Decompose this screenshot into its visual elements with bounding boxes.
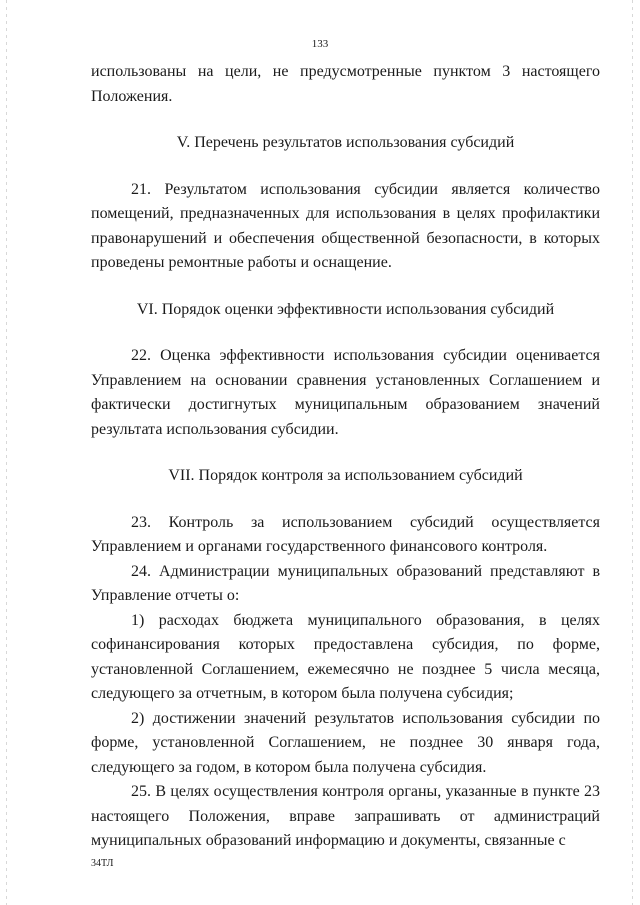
paragraph-24: 24. Администрации муниципальных образований представляют в Управление отчеты о:: [91, 562, 600, 604]
footer-code: 34ТЛ: [91, 858, 114, 869]
scan-edge-right: [632, 0, 633, 905]
section-5-heading: V. Перечень результатов использования субсидий: [176, 134, 515, 151]
section-6-heading: VI. Порядок оценки эффективности использования субсидий: [136, 300, 555, 318]
paragraph-25: 25. В целях осуществления контроля органы, указанные в пункте 23 настоящего Положения, вправе запрашивать от администраций муниципальных образований информацию и документы, связанные с: [91, 783, 600, 849]
document-body: [91, 60, 600, 854]
paragraph-22: 22. Оценка эффективности использования субсидии оценивается Управлением на основании сравнения установленных Соглашением и фактически достигнутых муниципальным образованием значений результата использования субсидии.: [91, 347, 600, 438]
paragraph-21: 21. Результатом использования субсидии является количество помещений, предназначенных для использования в целях профилактики правонарушений и обеспечения общественной безопасности, в которых проведены ремонтные работы и оснащение.: [91, 180, 600, 271]
continuation-paragraph: использованы на цели, не предусмотренные пунктом 3 настоящего Положения.: [91, 63, 600, 105]
page-number: 133: [311, 38, 329, 50]
paragraph-24-item-1: 1) расходах бюджета муниципального образования, в целях софинансирования которых предоставлена субсидия, по форме, установленной Соглашением, ежемесячно не позднее 5 числа месяца, следующего за отчетным, в котором была получена субсидия;: [91, 611, 600, 702]
paragraph-24-item-2: 2) достижении значений результатов использования субсидии по форме, установленной Соглашением, не позднее 30 января года, следующего за годом, в котором была получена субсидия.: [91, 709, 600, 776]
scan-edge-left: [6, 0, 7, 905]
paragraph-23: 23. Контроль за использованием субсидий осуществляется Управлением и органами государственного финансового контроля.: [91, 513, 600, 555]
section-7-heading: VII. Порядок контроля за использованием субсидий: [168, 467, 523, 484]
